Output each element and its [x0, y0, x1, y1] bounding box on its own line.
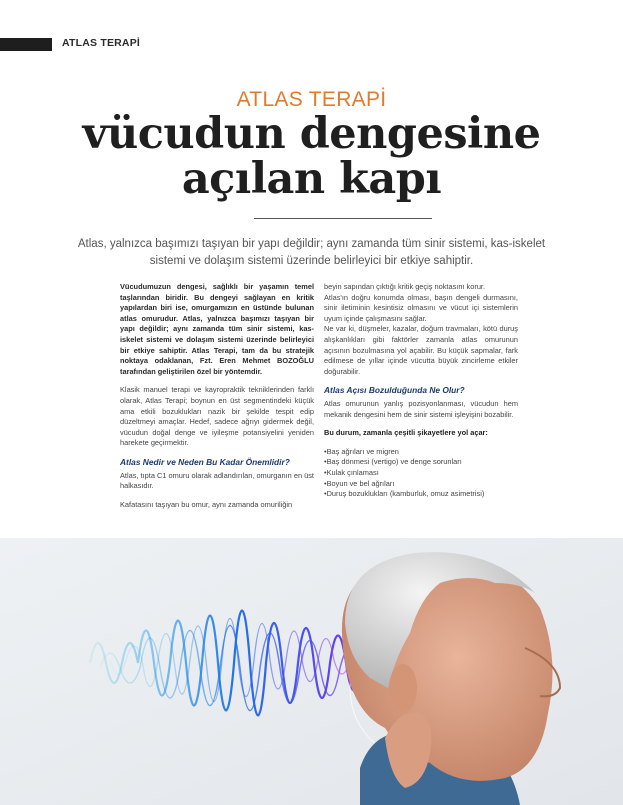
title-line-2: açılan kapı — [181, 154, 442, 204]
article-title — [0, 109, 623, 204]
paragraph: Atlas, tıpta C1 omuru olarak adlandırılan, omurganın en üst halkasıdır. — [120, 470, 314, 491]
list-item: • Boyun ve bel ağrıları — [324, 479, 518, 490]
symptom-list — [324, 447, 518, 500]
paragraph: Kafatasını taşıyan bu omur, aynı zamanda omuriliğin — [120, 499, 293, 509]
section-tag: ATLAS TERAPİ — [62, 37, 141, 49]
list-item: • Baş dönmesi (vertigo) ve denge sorunları — [324, 457, 518, 468]
right-column — [324, 282, 518, 500]
intro-paragraph: Vücudumuzun dengesi, sağlıklı bir yaşamın temel taşlarından biridir. Bu dengeyi sağlayan en kritik yapılardan biri ise, omurgamızın en üstünde bulunan atlas omurudur. Atlas, yalnızca başımızı taşıyan bir yapı değildir; aynı zamanda tüm sinir sistemi, kas-iskelet sistemi ve dolaşım sistemi üzerinde belirleyici bir etkiye sahiptir. Atlas Terapi, tam da bu stratejik noktaya odaklanan, Fzt. Eren Mehmet BOZOĞLU tarafından geliştirilen özel bir yöntemdir. — [120, 282, 314, 376]
left-column — [120, 282, 314, 510]
paragraph: Atlas omurunun yanlış pozisyonlanması, vücudun hem mekanik dengesini hem de sinir sistemi işleyişini bozabilir. — [324, 398, 518, 419]
section-heading: Atlas Açısı Bozulduğunda Ne Olur? — [324, 385, 465, 396]
title-divider — [254, 218, 432, 219]
paragraph: beyin sapından çıktığı kritik geçiş noktasını korur. — [324, 282, 486, 291]
paragraph: Atlas'ın doğru konumda olması, başın dengeli durmasını, sinir iletiminin kesintisiz olmasını ve vücut içi sistemlerin uyum içinde çalışmasını sağlar. — [324, 292, 518, 323]
paragraph: Klasik manuel terapi ve kayropraktik tekniklerinden farklı olarak, Atlas Terapi; boynun en üst segmentindeki küçük ama etkili bozuklukları nazik bir şekilde tespit edip düzeltmeyi amaçlar. Hedef, sadece ağrıyı gidermek değil, vücudun doğal denge ve iyileşme potansiyelini yeniden harekete geçirmektir. — [120, 385, 314, 448]
section-bar — [0, 38, 52, 51]
article-kicker: ATLAS TERAPİ — [236, 88, 387, 111]
article-lead: Atlas, yalnızca başımızı taşıyan bir yapı değildir; aynı zamanda tüm sinir sistemi, kas-iskelet sistemi ve dolaşım sistemi üzerinde belirleyici bir etkiye sahiptir. — [77, 238, 546, 267]
paragraph: Ne var ki, düşmeler, kazalar, doğum travmaları, kötü duruş alışkanlıkları gibi faktörler zamanla atlas omurunun açısının bozulmasına yol açabilir. Bu küçük sapmalar, fark edilmese de yıllar içinde vücutta büyük zincirleme etkiler doğurabilir. — [324, 324, 518, 376]
list-item: • Baş ağrıları ve migren — [324, 447, 518, 458]
list-item: • Kulak çınlaması — [324, 468, 518, 479]
list-item: • Duruş bozuklukları (kamburluk, omuz asimetrisi) — [324, 489, 518, 500]
photo-illustration — [0, 538, 623, 805]
section-heading: Atlas Nedir ve Neden Bu Kadar Önemlidir? — [120, 456, 290, 467]
list-intro: Bu durum, zamanla çeşitli şikayetlere yol açar: — [324, 428, 488, 438]
title-line-1: vücudun dengesine — [82, 109, 541, 159]
